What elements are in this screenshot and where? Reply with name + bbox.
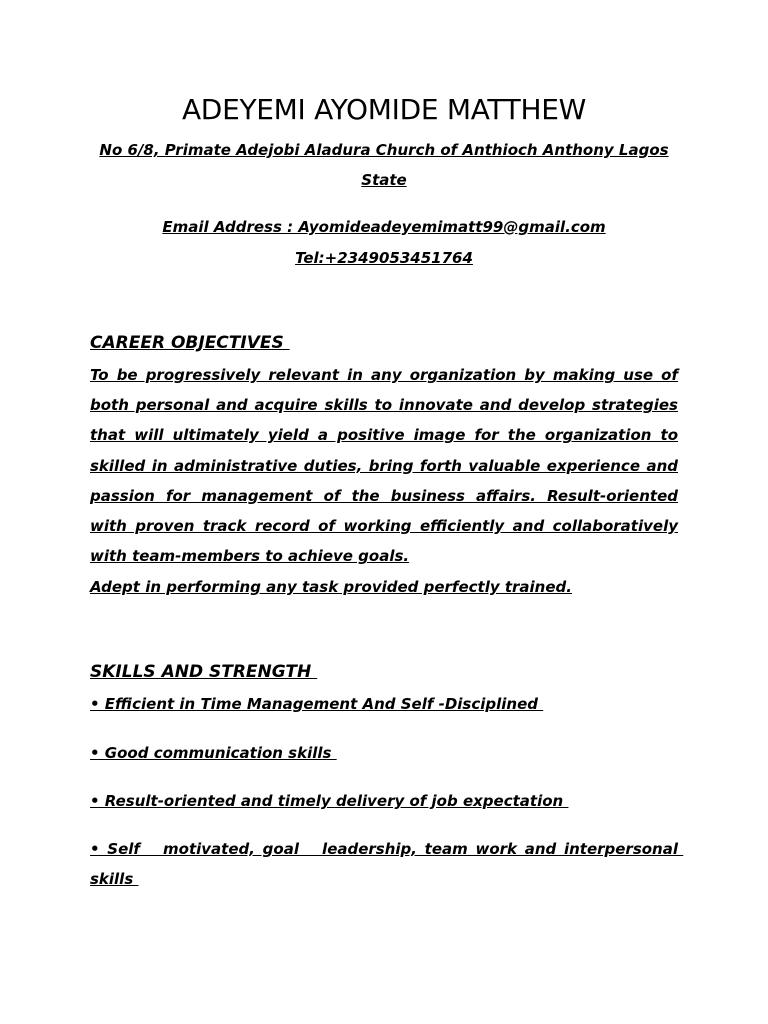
skill-item: • Good communication skills [90,744,337,762]
skill-item: • Result-oriented and timely delivery of job expectation [90,792,569,810]
career-objectives-adept-line: Adept in performing any task provided perfectly trained. [90,578,572,596]
skill-item: • Efficient in Time Management And Self -Disciplined [90,695,544,713]
email-line: Email Address : Ayomideadeyemimatt99@gmail.com [162,218,606,236]
skill-item: • Self motivated, goal leadership, team work and interpersonal skills [90,840,684,888]
candidate-name: ADEYEMI AYOMIDE MATTHEW [181,93,587,126]
address-line: No 6/8, Primate Adejobi Aladura Church of Anthioch Anthony Lagos State [99,141,669,189]
telephone-line: Tel:+2349053451764 [295,249,473,267]
skills-heading: SKILLS AND STRENGTH [90,662,318,682]
career-objectives-paragraph: To be progressively relevant in any organization by making use of both personal and acquire skills to innovate and develop strategies that will ultimately yield a positive image for the organization to skilled in administrative duties, bring forth valuable experience and passion for management of the business affairs. Result-oriented with proven track record of working efficiently and collaboratively with team-members to achieve goals. [90,366,678,566]
career-objectives-heading: CAREER OBJECTIVES [90,333,290,353]
